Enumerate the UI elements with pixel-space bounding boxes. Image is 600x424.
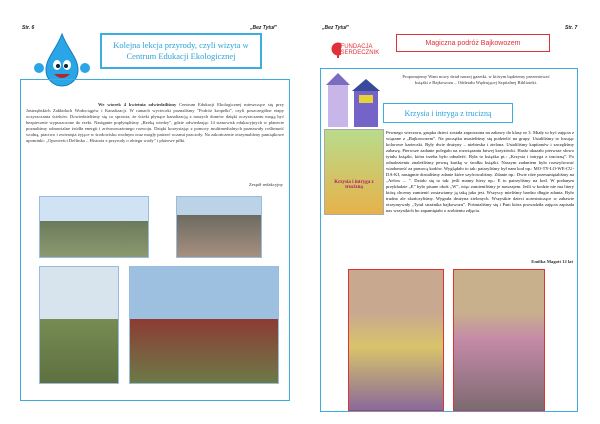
photo-children-table — [453, 269, 545, 411]
photo-exhibit — [39, 266, 119, 384]
signature-left: Zespół redakcyjny — [248, 182, 283, 187]
signature-right: Emilka Magott 12 lat — [531, 259, 573, 264]
article-body-right — [324, 130, 574, 216]
article-box-right — [320, 68, 578, 412]
column-intro: Proponujemy Wam nowy dział naszej gazetki, w którym będziemy prezentować książki z Bajkowozu – Oddziału Wędrującej Szpitalnej Biblioteki. — [402, 74, 550, 85]
page-number-right: Str. 7 — [565, 25, 578, 31]
article-body-left — [26, 102, 284, 144]
article-text: Centrum Edukacji Ekologicznej mieszczące się przy Jastrzębskich Zakładach Wodociągów i Kanalizacji. W ramach wycieczki poznaliśmy "Podróż kropelki", czyli poszczególne etapy oczyszczania ścieków. Dowiedzieliśmy się co sprawia, że ścieki płynące kanalizacją z naszych domów dzięki oczyszczaniu mogą być bezpiecznie wypuszczone do rzeki. Następnie popłynęliśmy „Rzeką wiedzy”, gdzie odwiedzając 14 stanowisk edukacyjnych w planecie poznaliśmy odnawialne źródła energii i zrównoważonego rozwoju. Dzięki korzystając z pomocy multimedialnych poznawały roślinność wodną, ptactwo i zwierzęta żyjące w środowisku wodnym oraz mogły patrzeć oczami pszczoły. Na zakończenie otrzymaliśmy pamiątkowe upominki: „Opowieści Delfinka – Historia z przyrody o obiegu wody” i plażowe piłki. — [26, 102, 284, 143]
photo-children-books — [348, 269, 444, 411]
article-title-left: Kolejna lekcja przyrody, czyli wizyta w Centrum Edukacji Ekologicznej — [100, 33, 262, 69]
book-title: Krzysia i intryga z trucizną — [383, 103, 513, 123]
column-title-right: Magiczna podróż Bajkowozem — [396, 34, 550, 52]
photo-water-plant — [39, 196, 149, 258]
logo-text: FUNDACJA SERDECZNIK — [340, 43, 380, 56]
article-lead: We wtorek 4 kwietnia odwiedziliśmy — [98, 102, 177, 107]
newsletter-name-right: „Bez Tytuł” — [322, 25, 350, 31]
fundacja-serdecznik-logo — [330, 40, 388, 60]
book-cover-title: Krzysia i intryga z trucizną — [334, 180, 374, 190]
bajkowoz-bookcase-icon — [324, 71, 382, 129]
article-text-right: Pewnego wieczoru, grupka dzieci została zaproszona na zabawy do klasy nr 3. Miały to być zajęcia z wiązane z „Bajkowozem”. Na początku musieliśmy się podzielić na grupy. Ustaliliśmy to losując kolorowe karteczki. Były dwie drużyny – niebieska i zielona. Ustaliliśmy kapitanów i zaczęliśmy zabawę. Pierwsze zadanie polegało na rozwiązaniu łatwej krzyżówki. Hasło ukazało pierwsze słowo tytułu książki, która trzeba było odnaleźć. Była to książka pt.: „Krzysia i intryga z trucizną”. Po odnalezieniu znaleźliśmy pewną kartkę w środku książki. Naszym zadaniem było rozszyfrować wiadomość za pomocą kodów. Wyglądało to tak: patrzyliśmy był nam kod np.: MO-TY-LO-WE-CU-DA-KI, następnie dostaliśmy zdanie które szyfrowaliśmy. Zdanie np.: Dwie róże przesuniętaliśmy na „Aelow ... ”. Działo się to tak: jeśli mamy litery np.: E to patrzyliśmy na kod. W podanym przykładzie „E” było pisane obok „W”, więc zamieniliśmy je nawzajem. Jeśli w kodzie nie ma litery którą chcemy zamienić zostawiamy ją taką jaka jest. Wszyscy mieliśmy bardzo długie zdania. Było trudno ale skończyliśmy. Wygrała drużyna zielonych. Wszystkie dzieci uczestniczące w zabawie otrzymywały „Tytuł strażnika bajkowozu”. Pośmialiśmy się i Pani która prowadziła zajęcia zapisała nas wszystkich bo zapamiętało o zrobieniu zdjęcia. — [386, 130, 574, 213]
newsletter-name-left: „Bez Tytuł” — [250, 25, 278, 31]
tree-heart-icon — [330, 42, 341, 58]
article-box-left — [20, 79, 290, 401]
float-spacer — [324, 130, 386, 216]
photo-group-outside — [176, 196, 262, 258]
photo-children-group — [129, 266, 279, 384]
page-number-left: Str. 6 — [22, 25, 35, 31]
